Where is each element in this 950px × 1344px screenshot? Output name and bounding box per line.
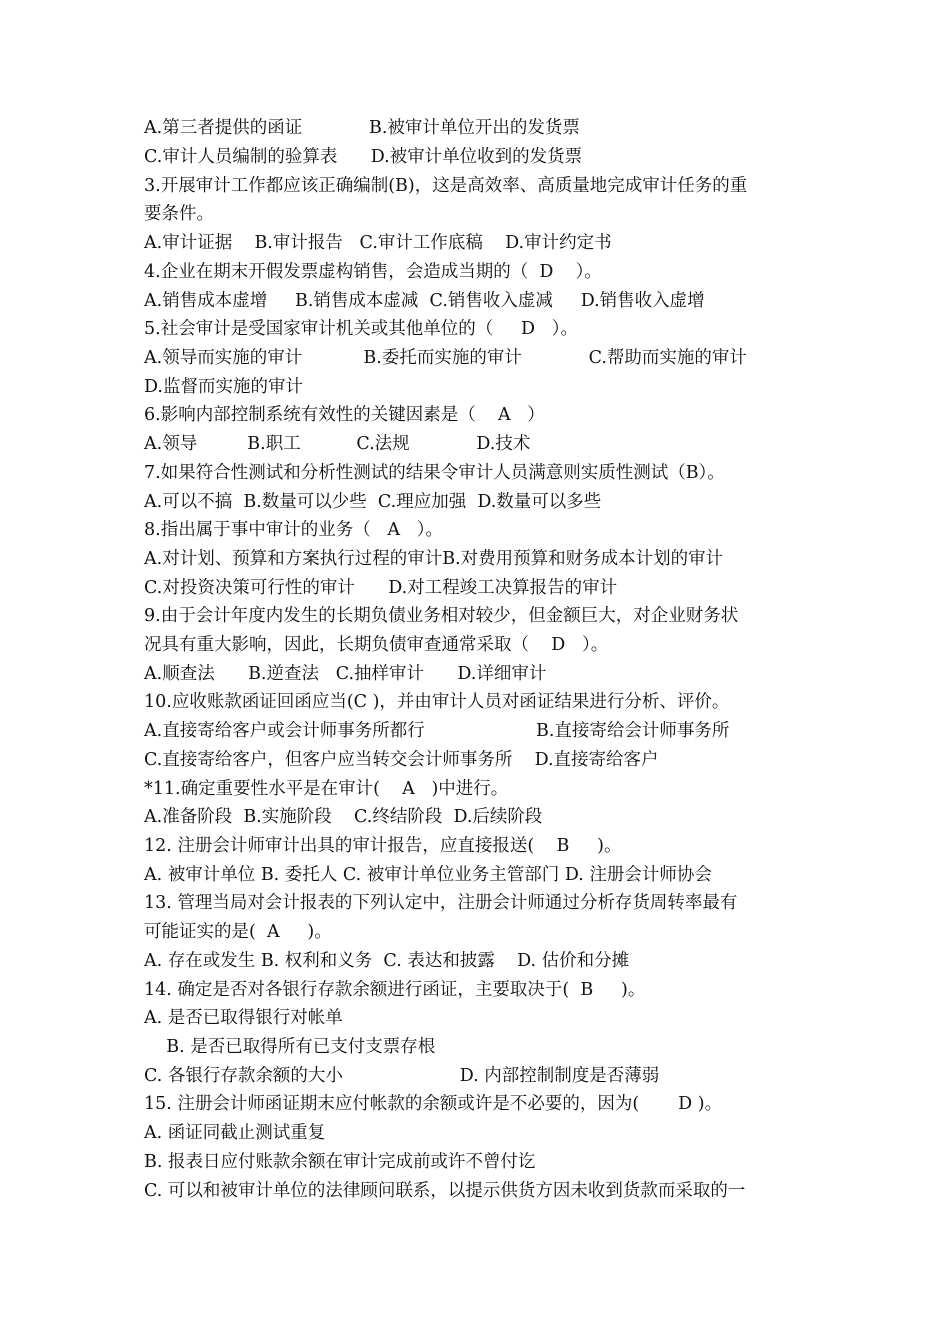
text-line: A.可以不搞 B.数量可以少些 C.理应加强 D.数量可以多些 bbox=[144, 492, 602, 512]
text-line: A.准备阶段 B.实施阶段 C.终结阶段 D.后续阶段 bbox=[144, 807, 543, 827]
text-line: *11.确定重要性水平是在审计( A )中进行。 bbox=[144, 779, 509, 799]
text-line: C. 各银行存款余额的大小 D. 内部控制制度是否薄弱 bbox=[144, 1066, 660, 1086]
text-line: 14. 确定是否对各银行存款余额进行函证，主要取决于( B )。 bbox=[144, 980, 646, 1000]
text-line: C.对投资决策可行性的审计 D.对工程竣工决算报告的审计 bbox=[144, 578, 618, 598]
text-line: 7.如果符合性测试和分析性测试的结果令审计人员满意则实质性测试（B）。 bbox=[144, 463, 725, 483]
text-line: D.监督而实施的审计 bbox=[144, 377, 303, 397]
text-line: A. 函证同截止测试重复 bbox=[144, 1123, 326, 1143]
text-line: 3.开展审计工作都应该正确编制(B)，这是高效率、高质量地完成审计任务的重 bbox=[144, 176, 748, 196]
text-line: 8.指出属于事中审计的业务（ A ）。 bbox=[144, 520, 443, 540]
text-line: 4.企业在期末开假发票虚构销售，会造成当期的（ D ）。 bbox=[144, 262, 602, 282]
text-line: 可能证实的是( A )。 bbox=[144, 922, 332, 942]
text-line: A.第三者提供的函证 B.被审计单位开出的发货票 bbox=[144, 118, 580, 138]
text-line: C.直接寄给客户，但客户应当转交会计师事务所 D.直接寄给客户 bbox=[144, 750, 659, 770]
text-line: A. 是否已取得银行对帐单 bbox=[144, 1008, 343, 1028]
text-line: 13. 管理当局对会计报表的下列认定中，注册会计师通过分析存货周转率最有 bbox=[144, 893, 738, 913]
text-line: 15. 注册会计师函证期末应付帐款的余额或许是不必要的，因为( D )。 bbox=[144, 1094, 723, 1114]
text-line: A.对计划、预算和方案执行过程的审计B.对费用预算和财务成本计划的审计 bbox=[144, 549, 724, 569]
text-line: A.直接寄给客户或会计师事务所都行 B.直接寄给会计师事务所 bbox=[144, 721, 730, 741]
text-line: A.顺查法 B.逆查法 C.抽样审计 D.详细审计 bbox=[144, 664, 547, 684]
text-line: A. 被审计单位 B. 委托人 C. 被审计单位业务主管部门 D. 注册会计师协会 bbox=[144, 865, 712, 885]
text-line: 12. 注册会计师审计出具的审计报告，应直接报送( B )。 bbox=[144, 836, 622, 856]
text-line: A.领导而实施的审计 B.委托而实施的审计 C.帮助而实施的审计 bbox=[144, 348, 747, 368]
text-line: A.领导 B.职工 C.法规 D.技术 bbox=[144, 434, 531, 454]
text-line: B. 是否已取得所有已支付支票存根 bbox=[144, 1037, 436, 1057]
text-line: A.审计证据 B.审计报告 C.审计工作底稿 D.审计约定书 bbox=[144, 233, 612, 253]
text-line: A. 存在或发生 B. 权利和义务 C. 表达和披露 D. 估价和分摊 bbox=[144, 951, 630, 971]
text-line: 9.由于会计年度内发生的长期负债业务相对较少，但金额巨大，对企业财务状 bbox=[144, 606, 739, 626]
text-line: 况具有重大影响，因此，长期负债审查通常采取（ D ）。 bbox=[144, 635, 609, 655]
text-line: C. 可以和被审计单位的法律顾问联系，以提示供货方因未收到货款而采取的一 bbox=[144, 1181, 746, 1201]
text-line: 5.社会审计是受国家审计机关或其他单位的（ D ）。 bbox=[144, 319, 578, 339]
text-line: C.审计人员编制的验算表 D.被审计单位收到的发货票 bbox=[144, 147, 583, 167]
text-line: 6.影响内部控制系统有效性的关键因素是（ A ） bbox=[144, 405, 545, 425]
text-line: 要条件。 bbox=[144, 204, 214, 224]
text-line: A.销售成本虚增 B.销售成本虚减 C.销售收入虚减 D.销售收入虚增 bbox=[144, 291, 705, 311]
text-line: 10.应收账款函证回函应当(C )，并由审计人员对函证结果进行分析、评价。 bbox=[144, 692, 730, 712]
text-line: B. 报表日应付账款余额在审计完成前或许不曾付讫 bbox=[144, 1152, 536, 1172]
